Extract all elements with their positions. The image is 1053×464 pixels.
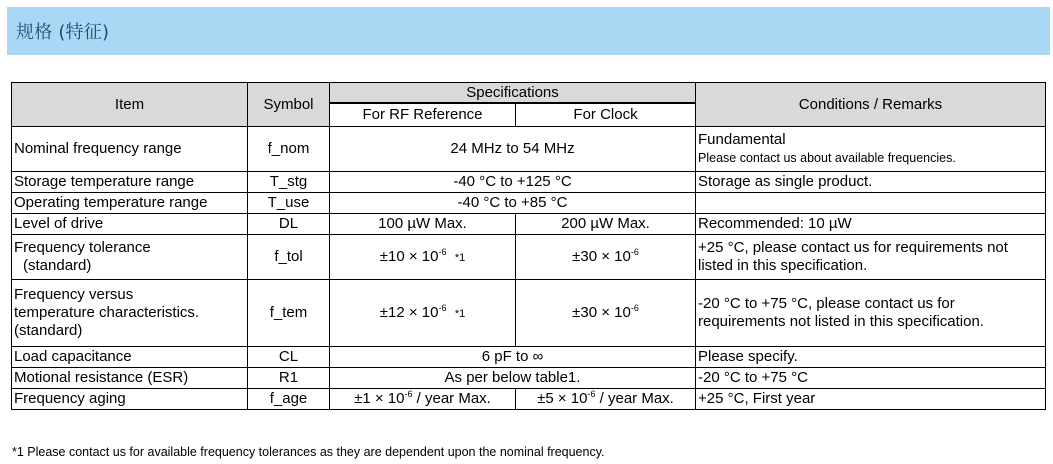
spec-cell: -40 °C to +85 °C: [330, 193, 696, 214]
value-exponent: -6: [404, 389, 413, 399]
section-header: [7, 7, 1050, 55]
clock-cell: 200 µW Max.: [516, 214, 696, 235]
symbol-cell: f_tol: [248, 235, 330, 280]
value-exponent: -6: [630, 247, 639, 257]
remark-cell: +25 °C, please contact us for requirements not listed in this specification.: [696, 235, 1046, 280]
table-row: [12, 347, 1046, 368]
symbol-cell: f_nom: [248, 127, 330, 172]
remark-line: Fundamental: [698, 131, 786, 148]
remark-cell: [696, 280, 1046, 347]
symbol-cell: f_age: [248, 389, 330, 410]
value-base: ±10 × 10: [379, 247, 439, 265]
remark-cell: Storage as single product.: [696, 172, 1046, 193]
item-cell: Load capacitance: [12, 347, 248, 368]
header-for-clock: For Clock: [516, 103, 696, 127]
item-line: Frequency versus: [14, 286, 134, 303]
section-title: 规格 (特征): [16, 22, 110, 43]
table-row: [12, 127, 1046, 172]
item-cell: Motional resistance (ESR): [12, 368, 248, 389]
header-conditions: Conditions / Remarks: [696, 83, 1046, 127]
value-exponent: -6: [587, 389, 596, 399]
table-row: [12, 280, 1046, 347]
clock-cell: [516, 389, 696, 410]
value-exponent: -6: [630, 303, 639, 313]
value-exponent: -6: [438, 302, 447, 313]
spec-cell: 6 pF to ∞: [330, 347, 696, 368]
symbol-cell: DL: [248, 214, 330, 235]
clock-cell: [516, 280, 696, 347]
specifications-table: [11, 82, 1046, 410]
value-exponent: -6: [438, 246, 447, 257]
remark-cell: -20 °C to +75 °C: [696, 368, 1046, 389]
symbol-cell: T_use: [248, 193, 330, 214]
symbol-cell: T_stg: [248, 172, 330, 193]
table-row: [12, 172, 1046, 193]
remark-line: requirements not listed in this specification.: [698, 313, 984, 330]
remark-line: Please contact us about available frequencies.: [698, 151, 956, 165]
remark-line: -20 °C to +75 °C, please contact us for: [698, 295, 955, 312]
item-cell: Storage temperature range: [12, 172, 248, 193]
footnote-ref: *1: [454, 251, 466, 264]
table-row: [12, 368, 1046, 389]
rf-cell: [330, 235, 516, 280]
value-base: ±12 × 10: [379, 303, 439, 321]
remark-cell: [696, 127, 1046, 172]
spec-cell: 24 MHz to 54 MHz: [330, 127, 696, 172]
item-cell: Frequency aging: [12, 389, 248, 410]
remark-cell: [696, 193, 1046, 214]
table-row: [12, 235, 1046, 280]
symbol-cell: R1: [248, 368, 330, 389]
footnote-ref: *1: [454, 307, 466, 320]
rf-cell: [330, 280, 516, 347]
header-specifications: Specifications: [330, 83, 696, 104]
item-cell: Nominal frequency range: [12, 127, 248, 172]
footnote: *1 Please contact us for available frequency tolerances as they are dependent upon the nominal frequency.: [12, 445, 605, 459]
item-line: temperature characteristics.: [14, 304, 200, 321]
spec-cell: -40 °C to +125 °C: [330, 172, 696, 193]
value-base: ±30 × 10: [572, 248, 631, 265]
table-row: [12, 389, 1046, 410]
symbol-cell: f_tem: [248, 280, 330, 347]
item-line: Frequency tolerance: [14, 239, 151, 256]
clock-cell: [516, 235, 696, 280]
value-base: ±30 × 10: [572, 304, 631, 321]
value-base: ±5 × 10: [537, 390, 588, 407]
header-item: Item: [12, 83, 248, 127]
table-row: [12, 214, 1046, 235]
remark-cell: Please specify.: [696, 347, 1046, 368]
value-suffix: / year Max.: [595, 390, 674, 407]
rf-cell: 100 µW Max.: [330, 214, 516, 235]
header-for-rf-reference: For RF Reference: [330, 103, 516, 127]
rf-cell: [330, 389, 516, 410]
remark-cell: +25 °C, First year: [696, 389, 1046, 410]
value-base: ±1 × 10: [354, 390, 405, 407]
header-symbol: Symbol: [248, 83, 330, 127]
item-cell: Level of drive: [12, 214, 248, 235]
item-cell: [12, 280, 248, 347]
item-line: (standard): [23, 257, 92, 274]
remark-cell: Recommended: 10 µW: [696, 214, 1046, 235]
symbol-cell: CL: [248, 347, 330, 368]
item-cell: [12, 235, 248, 280]
item-cell: Operating temperature range: [12, 193, 248, 214]
value-suffix: / year Max.: [412, 390, 491, 407]
item-line: (standard): [14, 322, 83, 339]
table-row: [12, 193, 1046, 214]
spec-cell: As per below table1.: [330, 368, 696, 389]
